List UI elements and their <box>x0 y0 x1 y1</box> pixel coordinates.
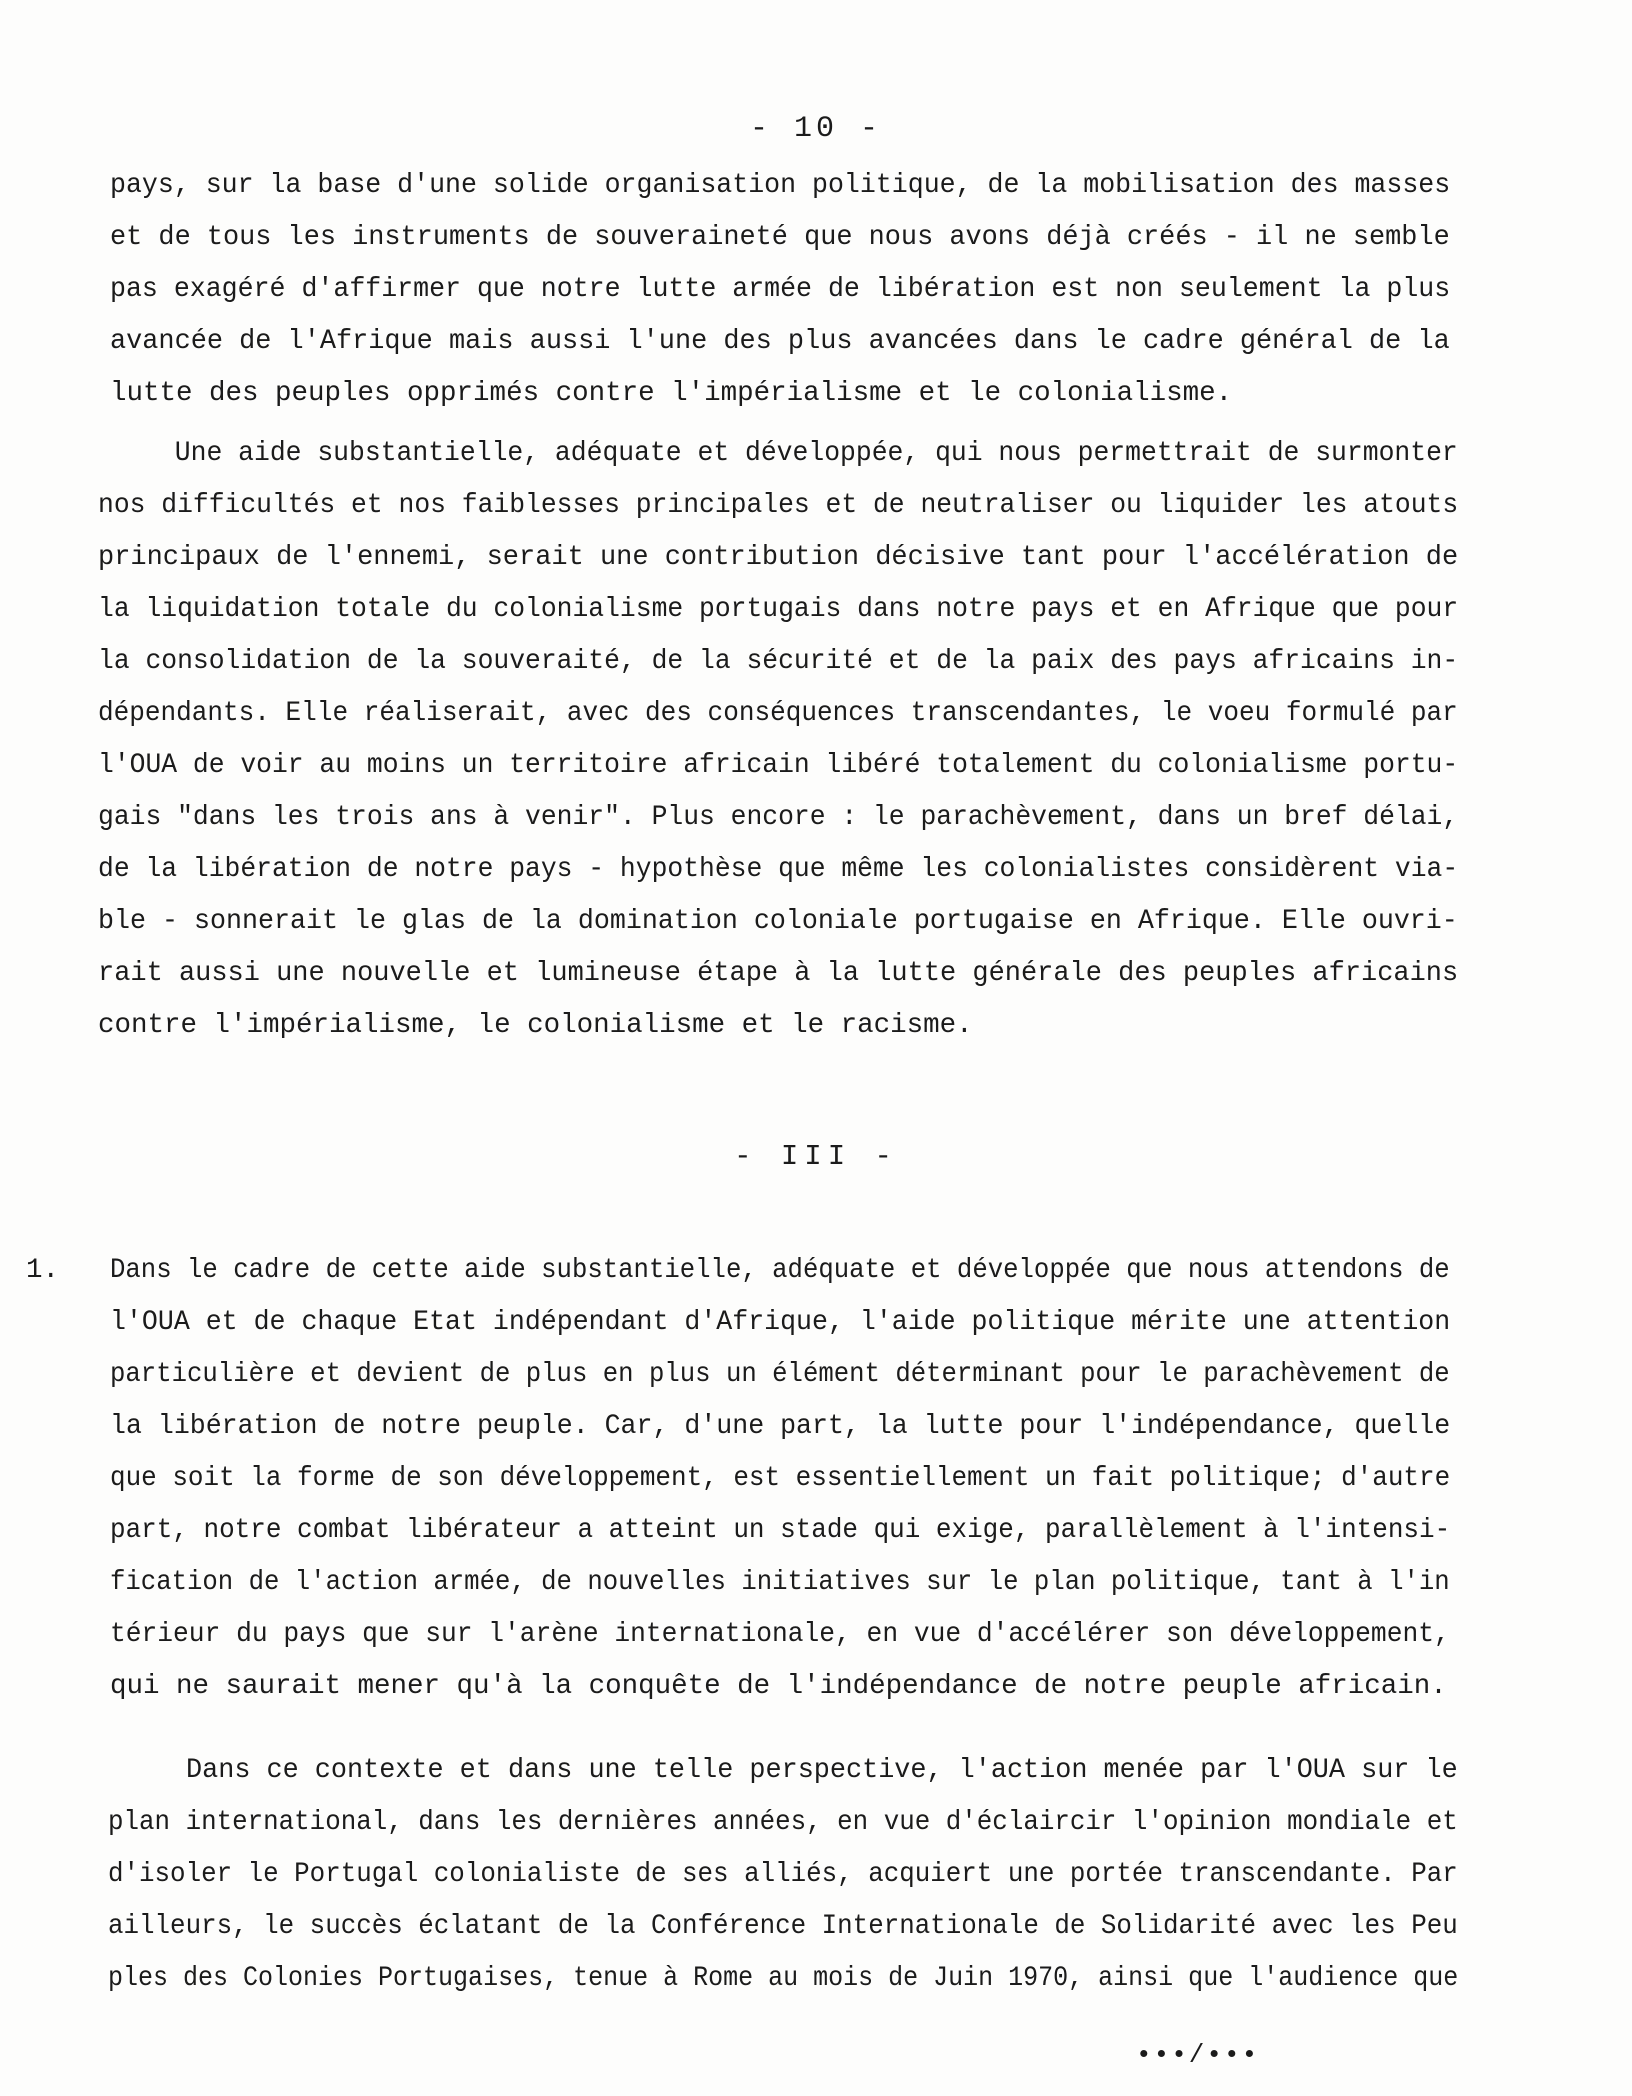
section-heading: - III - <box>734 1140 898 1173</box>
text-line: principaux de l'ennemi, serait une contribution décisive tant pour l'accélération de <box>98 542 1459 573</box>
text-line: part, notre combat libérateur a atteint un stade qui exige, parallèlement à l'intensi- <box>110 1515 1451 1546</box>
text-line: d'isoler le Portugal colonialiste de ses alliés, acquiert une portée transcendante. Par <box>108 1859 1458 1890</box>
text-line: térieur du pays que sur l'arène internationale, en vue d'accélérer son développement, <box>110 1619 1450 1650</box>
text-line: dépendants. Elle réaliserait, avec des conséquences transcendantes, le voeu formulé par <box>98 698 1458 729</box>
text-line: ailleurs, le succès éclatant de la Conférence Internationale de Solidarité avec les Peu <box>108 1911 1458 1942</box>
text-line: de la libération de notre pays - hypothèse que même les colonialistes considèrent via- <box>98 854 1459 885</box>
page-number: - 10 - <box>749 112 883 146</box>
text-line: gais "dans les trois ans à venir". Plus encore : le parachèvement, dans un bref délai, <box>98 802 1459 833</box>
text-line: la consolidation de la souveraité, de la sécurité et de la paix des pays africains in- <box>98 646 1459 677</box>
text-line: rait aussi une nouvelle et lumineuse étape à la lutte générale des peuples africains <box>98 958 1459 989</box>
text-line: particulière et devient de plus en plus un élément déterminant pour le parachèvement de <box>110 1359 1450 1390</box>
text-line: fication de l'action armée, de nouvelles initiatives sur le plan politique, tant à l'in <box>110 1567 1450 1598</box>
text-line: ples des Colonies Portugaises, tenue à Rome au mois de Juin 1970, ainsi que l'audience que <box>108 1963 1459 1994</box>
text-line: nos difficultés et nos faiblesses principales et de neutraliser ou liquider les atouts <box>98 490 1459 521</box>
text-line: et de tous les instruments de souveraineté que nous avons déjà créés - il ne semble <box>110 222 1450 253</box>
text-line: Dans ce contexte et dans une telle perspective, l'action menée par l'OUA sur le <box>186 1755 1458 1786</box>
list-number: 1. <box>26 1255 60 1286</box>
paragraph-3 <box>110 1245 1450 1713</box>
text-line: ble - sonnerait le glas de la domination coloniale portugaise en Afrique. Elle ouvri- <box>98 906 1458 937</box>
text-line: Dans le cadre de cette aide substantielle, adéquate et développée que nous attendons de <box>110 1255 1450 1286</box>
paragraph-1 <box>110 160 1450 420</box>
text-line: avancée de l'Afrique mais aussi l'une des plus avancées dans le cadre général de la <box>110 326 1450 357</box>
text-line: pays, sur la base d'une solide organisation politique, de la mobilisation des masses <box>110 170 1451 201</box>
text-line: l'OUA et de chaque Etat indépendant d'Afrique, l'aide politique mérite une attention <box>110 1307 1451 1338</box>
text-line: pas exagéré d'affirmer que notre lutte armée de libération est non seulement la plus <box>110 274 1451 305</box>
paragraph-2 <box>98 428 1458 1052</box>
text-line: plan international, dans les dernières années, en vue d'éclaircir l'opinion mondiale et <box>108 1807 1458 1838</box>
text-line: lutte des peuples opprimés contre l'impérialisme et le colonialisme. <box>110 378 1233 409</box>
text-line: que soit la forme de son développement, est essentiellement un fait politique; d'autre <box>110 1463 1451 1494</box>
text-line: Une aide substantielle, adéquate et développée, qui nous permettrait de surmonter <box>174 438 1458 469</box>
text-line: l'OUA de voir au moins un territoire africain libéré totalement du colonialisme portu- <box>98 750 1459 781</box>
text-line: la libération de notre peuple. Car, d'une part, la lutte pour l'indépendance, quelle <box>110 1411 1451 1442</box>
text-line: contre l'impérialisme, le colonialisme et le racisme. <box>98 1010 973 1041</box>
text-line: qui ne saurait mener qu'à la conquête de l'indépendance de notre peuple africain. <box>110 1671 1447 1702</box>
continuation-mark: •••/••• <box>1136 2040 1260 2070</box>
paragraph-4 <box>108 1745 1458 2005</box>
text-line: la liquidation totale du colonialisme portugais dans notre pays et en Afrique que pour <box>98 594 1459 625</box>
